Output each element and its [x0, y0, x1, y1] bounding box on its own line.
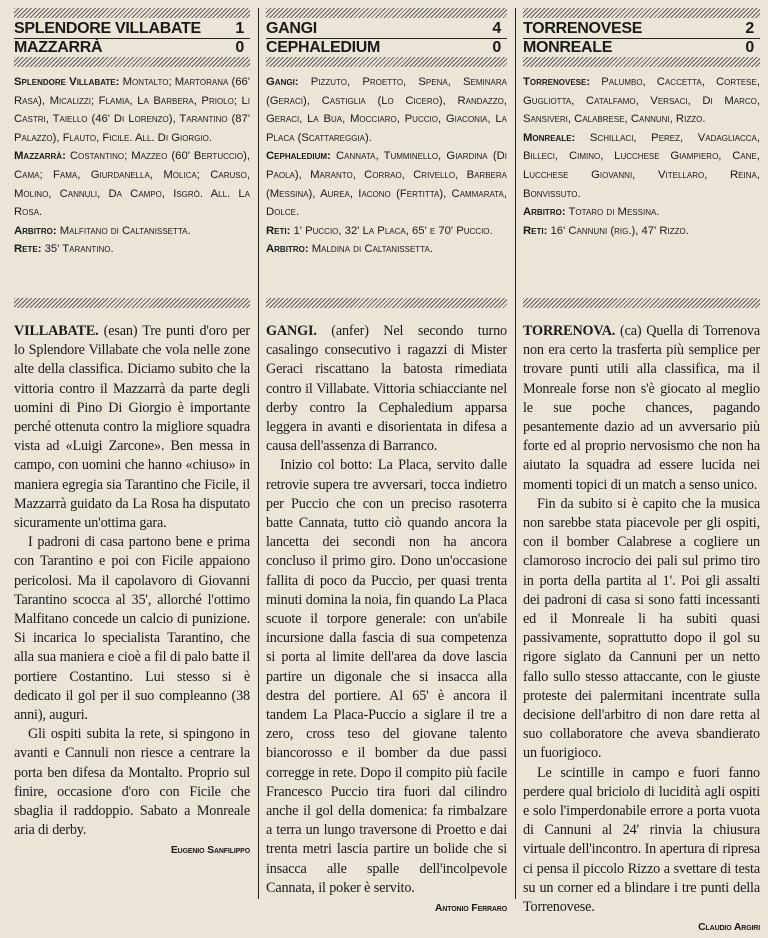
hatched-rule [266, 57, 507, 67]
away-team-name: MONREALE [523, 39, 613, 56]
goals-entry [523, 222, 760, 241]
report-paragraph: I padroni di casa partono bene e prima con Tarantino e poi con Ficile appaiono pericolosi. Ma il capolavoro di Giovanni Tarantino scocca al 35', allorché l'ottimo Malfitano concede un calcio di punizione. Si incarica lo specialista Tarantino, che alla sua maniera e cioè a fil di palo batte il portiere Costantino. Lui stesso si è dedicato il gol per il suo compleanno (38 anni), auguri. [14, 534, 250, 724]
lineup-entry [14, 73, 250, 147]
lineup-label: Arbitro: [266, 243, 309, 256]
lineup-label: Reti: [523, 224, 548, 237]
lineup-entry [266, 73, 507, 147]
goals-entry [14, 240, 250, 259]
hatched-rule [523, 8, 760, 18]
referee-entry [266, 240, 507, 259]
author-signature: Claudio Argiri [698, 921, 760, 934]
match-report [523, 322, 760, 938]
lineup-label: Cephaledium: [266, 150, 331, 163]
lineup-entry [14, 147, 250, 221]
referee-entry [523, 203, 760, 222]
match-column-gangi [258, 0, 515, 915]
home-score: 4 [492, 20, 501, 37]
lineup-text: Pizzuto, Proetto, Spena, Seminara (Geraci), Castiglia (Lo Cicero), Randazzo, Geraci, La Bua, Mocciaro, Puccio, Giaconia, La Placa (Scattareggia). [266, 76, 507, 144]
home-score: 2 [745, 20, 754, 37]
hatched-rule [266, 8, 507, 18]
lineup-text: Palumbo, Caccetta, Cortese, Gugliotta, Catalfamo, Versaci, Di Marco, Sansiveri, Calabrese, Cannuni, Rizzo. [523, 76, 760, 126]
report-paragraph: Gli ospiti subita la rete, si spingono in avanti e Cannuli non riesce a centrare la porta ben difesa da Montalto. Proprio sul finire, occasione d'oro con Ficile che sbaglia il raddoppio. Sabato a Monreale aria di derby. [14, 726, 250, 839]
lineup-label: Mazzarrà: [14, 150, 66, 163]
away-score-row [266, 39, 507, 57]
lineup-text: 1' Puccio, 32' La Placa, 65' e 70' Puccio. [290, 224, 493, 237]
lineup-text: Totaro di Messina. [565, 206, 660, 219]
report-paragraph: Le scintille in campo e fuori fanno perdere qual briciolo di lucidità agli ospiti e solo l'imperdonabile errore a porta vuota di Cannuni al 24' rinvia la chiusura virtuale dell'incontro. In apertura di ripresa ci pensa il piccolo Rizzo a svettare di testa su un corner ed a blindare i tre punti della Torrenovese. [523, 764, 760, 916]
lineup-label: Monreale: [523, 131, 576, 144]
lineup-text: Cannata, Tumminello, Giardina (Di Paola), Maranto, Corrao, Crivello, Barbera (Messina), Aurea, Iacono (Fertitta), Cammarata, Dolce. [266, 150, 507, 219]
referee-entry [14, 222, 250, 241]
author-signature: Eugenio Sanfilippo [170, 844, 250, 857]
lineup-label: Rete: [14, 243, 42, 256]
author-signature: Antonio Ferraro [434, 902, 507, 915]
report-text: (ca) Quella di Torrenova non era certo la trasferta più semplice per trovare punti utili alla classifica, ma il Monreale forse non s'è giocato al meglio le sue poche chances, pagando pesantemente dazio ad un avversario più forte ed al proprio nervosismo che non ha aiutato la squadra ad essere lucida nei momenti topici di un match a senso unico. [523, 323, 760, 493]
lineup-entry [523, 73, 760, 129]
lineups-box [266, 73, 507, 259]
lineup-entry [523, 129, 760, 203]
match-report [14, 322, 250, 861]
home-team-name: TORRENOVESE [523, 20, 643, 37]
away-score: 0 [745, 39, 754, 56]
home-score: 1 [235, 20, 244, 37]
report-paragraph [523, 322, 760, 495]
lineup-text: Montalto; Martorana (66' Rasa), Micalizzi; Flamia, La Barbera, Priolo; Li Castri, Taiello (46' Di Lorenzo), Tarantino (87' Palazzo), Flauto, Ficile. All. Di Giorgio. [14, 76, 250, 144]
lineup-label: Torrenovese: [523, 76, 591, 88]
lineup-text: Malfitano di Caltanissetta. [56, 224, 191, 237]
hatched-rule [266, 298, 507, 308]
away-score-row [14, 39, 250, 57]
away-team-name: MAZZARRÀ [14, 39, 103, 56]
home-score-row [266, 20, 507, 39]
hatched-rule [14, 8, 250, 18]
report-paragraph [14, 322, 250, 533]
dateline: GANGI. [266, 323, 317, 339]
lineup-label: Arbitro: [14, 224, 57, 237]
hatched-rule [14, 57, 250, 67]
match-column-villabate [0, 0, 258, 909]
report-paragraph: Fin da subito si è capito che la musica non sarebbe stata piacevole per gli ospiti, con il bomber Calabrese a cogliere un clamoroso incrocio dei pali sul primo tiro in porta della partita al 1'. Poi gli assalti dei padroni di casa si sono fatti incessanti ed il Monreale li ha subiti quasi passivamente, soprattutto dopo il gol su rigore siglato da Cannuni per un netto fallo sullo stesso attaccante, con le giuste proteste dei palermitani incentrate sulla decisione dell'arbitro di non dare retta al suo collaboratore che aveva sbandierato un fuorigioco. [523, 495, 760, 762]
dateline: VILLABATE. [14, 323, 99, 339]
goals-entry [266, 222, 507, 241]
report-paragraph [266, 322, 507, 456]
lineup-text: Maldina di Caltanissetta. [308, 243, 433, 256]
lineup-label: Gangi: [266, 76, 299, 88]
away-score-row [523, 39, 760, 57]
lineups-box [14, 73, 250, 259]
home-team-name: GANGI [266, 20, 317, 37]
dateline: TORRENOVA. [523, 323, 616, 339]
lineup-text: 35' Tarantino. [41, 243, 114, 256]
report-text: (anfer) Nel secondo turno casalingo consecutivo i ragazzi di Mister Geraci riscattano la batosta rimediata contro il Villabate. Vittoria schiacciante nel derby contro la Cephaledium apparsa leggera in avanti e disorientata in difesa a causa dell'assenza di Barranco. [266, 323, 507, 455]
home-team-name: SPLENDORE VILLABATE [14, 20, 201, 37]
report-paragraph: Inizio col botto: La Placa, servito dalle retrovie supera tre avversari, tocca indietro per Puccio che con un preciso rasoterra batte Cannata, tutto ciò quando ancora la lancetta dei secondi non ha ancora concluso il primo giro. Dono un'occasione fallita di poco da Puccio, per quasi trenta minuti domina la noia, fin quando La Placa scuote il torpore generale: con un'abile incursione dalla fascia di sua competenza si porta al limite dell'area da dove lascia partire un digonale che si insacca alla destra del portiere. Al 65' è ancora il tandem La Placa-Puccio a siglare il tre a zero, cross teso del giovane talento biancorosso e il bomber da due passi corregge in rete. Dopo il compito più facile Francesco Puccio tira fuori dal cilindro anche il gol della domenica: fa rimbalzare a terra un lungo traversone di Proetto e dai trenta metri lascia partire un bolide che si insacca alle spalle dell'incolpevole Cannata, il poker è servito. [266, 457, 507, 896]
report-text: (esan) Tre punti d'oro per lo Splendore Villabate che vola nelle zone alte della classifica. Diciamo subito che la vittoria contro il Mazzarrà da parte degli uomini di Pino Di Giorgio è importante perché ottenuta contro la migliore squadra vista ad «Luigi Zarcone». Ben messa in campo, con uomini che hanno «chiuso» in maniera egregia sia Tarantino che Ficile, il Mazzarrà guidato da La Rosa ha disputato sicuramente un'ottima gara. [14, 323, 250, 532]
lineups-box [523, 73, 760, 240]
lineup-text: Schillaci, Perez, Vadagliacca, Billeci, Cimino, Lucchese Giampiero, Cane, Lucchese Giovanni, Vitellaro, Reina, Bonvissuto. [523, 131, 760, 200]
away-score: 0 [235, 39, 244, 56]
match-column-torrenova [515, 0, 768, 934]
home-score-row [523, 20, 760, 39]
lineup-label: Reti: [266, 224, 291, 237]
hatched-rule [14, 298, 250, 308]
match-report [266, 322, 507, 918]
away-team-name: CEPHALEDIUM [266, 39, 381, 56]
away-score: 0 [492, 39, 501, 56]
lineup-text: Costantino; Mazzeo (60' Bertuccio), Cama; Fama, Giurdanella, Molica; Caruso, Molino, Cannuli, Da Campo, Isgrò. All. La Rosa. [14, 150, 250, 219]
lineup-entry [266, 147, 507, 221]
lineup-text: 16' Cannuni (rig.), 47' Rizzo. [547, 224, 689, 237]
hatched-rule [523, 57, 760, 67]
lineup-label: Splendore Villabate: [14, 76, 120, 88]
home-score-row [14, 20, 250, 39]
hatched-rule [523, 298, 760, 308]
lineup-label: Arbitro: [523, 206, 566, 219]
